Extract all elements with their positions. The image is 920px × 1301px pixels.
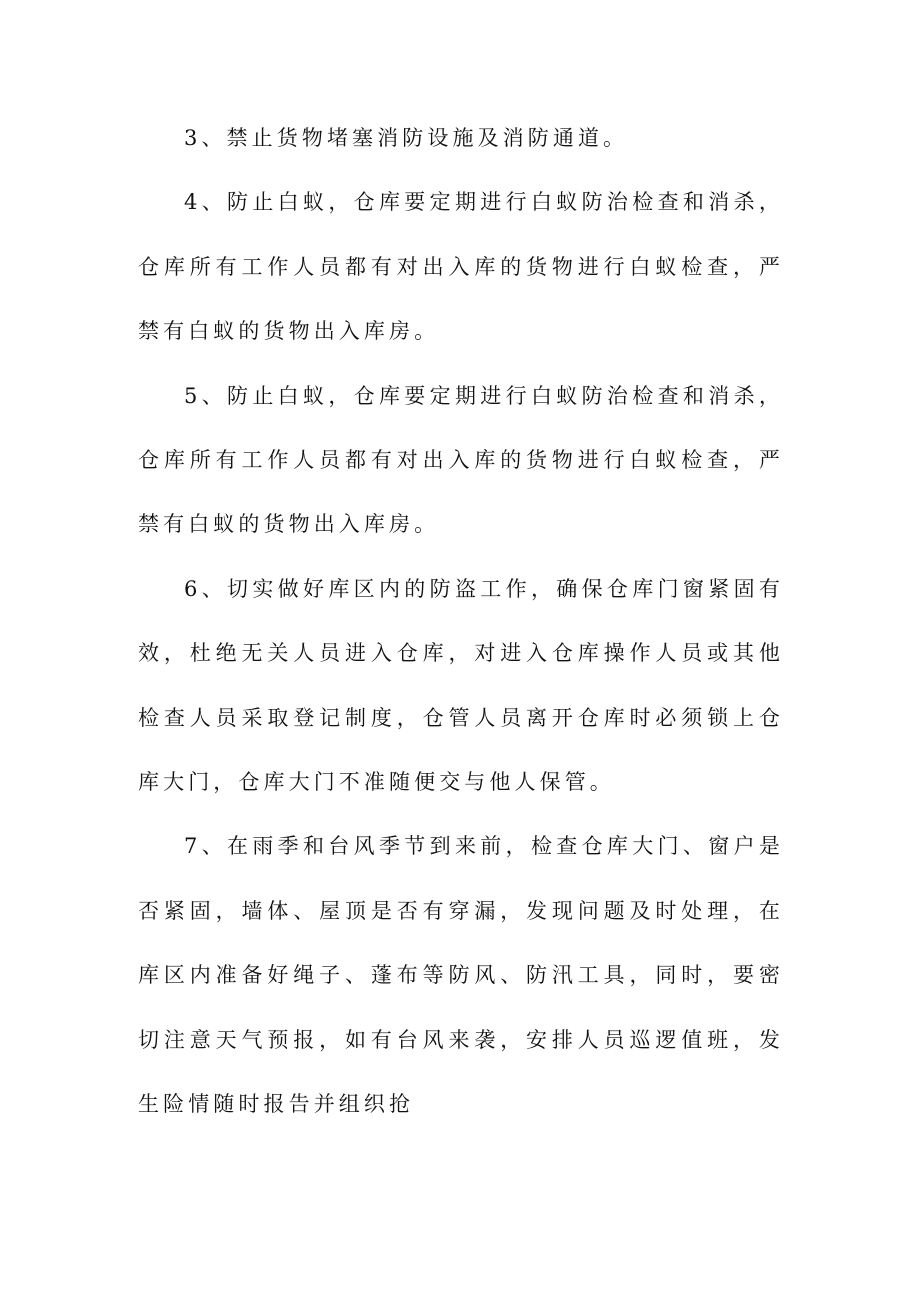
paragraph-item-5: 5、防止白蚁，仓库要定期进行白蚁防治检查和消杀，仓库所有工作人员都有对出入库的货物进行白蚁检查，严禁有白蚁的货物出入库房。: [138, 383, 784, 537]
paragraph-item-7: 7、在雨季和台风季节到来前，检查仓库大门、窗户是否紧固，墙体、屋顶是否有穿漏，发现问题及时处理，在库区内准备好绳子、蓬布等防风、防汛工具，同时，要密切注意天气预报，如有台风来袭，安排人员巡逻值班，发生险情随时报告并组织抢: [138, 834, 784, 1117]
paragraph-item-6: 6、切实做好库区内的防盗工作，确保仓库门窗紧固有效，杜绝无关人员进入仓库，对进入仓库操作人员或其他检查人员采取登记制度，仓管人员离开仓库时必须锁上仓库大门，仓库大门不准随便交与他人保管。: [138, 576, 784, 795]
document-body: [138, 106, 784, 1137]
paragraph-item-3: 3、禁止货物堵塞消防设施及消防通道。: [184, 126, 629, 150]
paragraph-item-4: 4、防止白蚁，仓库要定期进行白蚁防治检查和消杀，仓库所有工作人员都有对出入库的货物进行白蚁检查，严禁有白蚁的货物出入库房。: [138, 190, 784, 344]
